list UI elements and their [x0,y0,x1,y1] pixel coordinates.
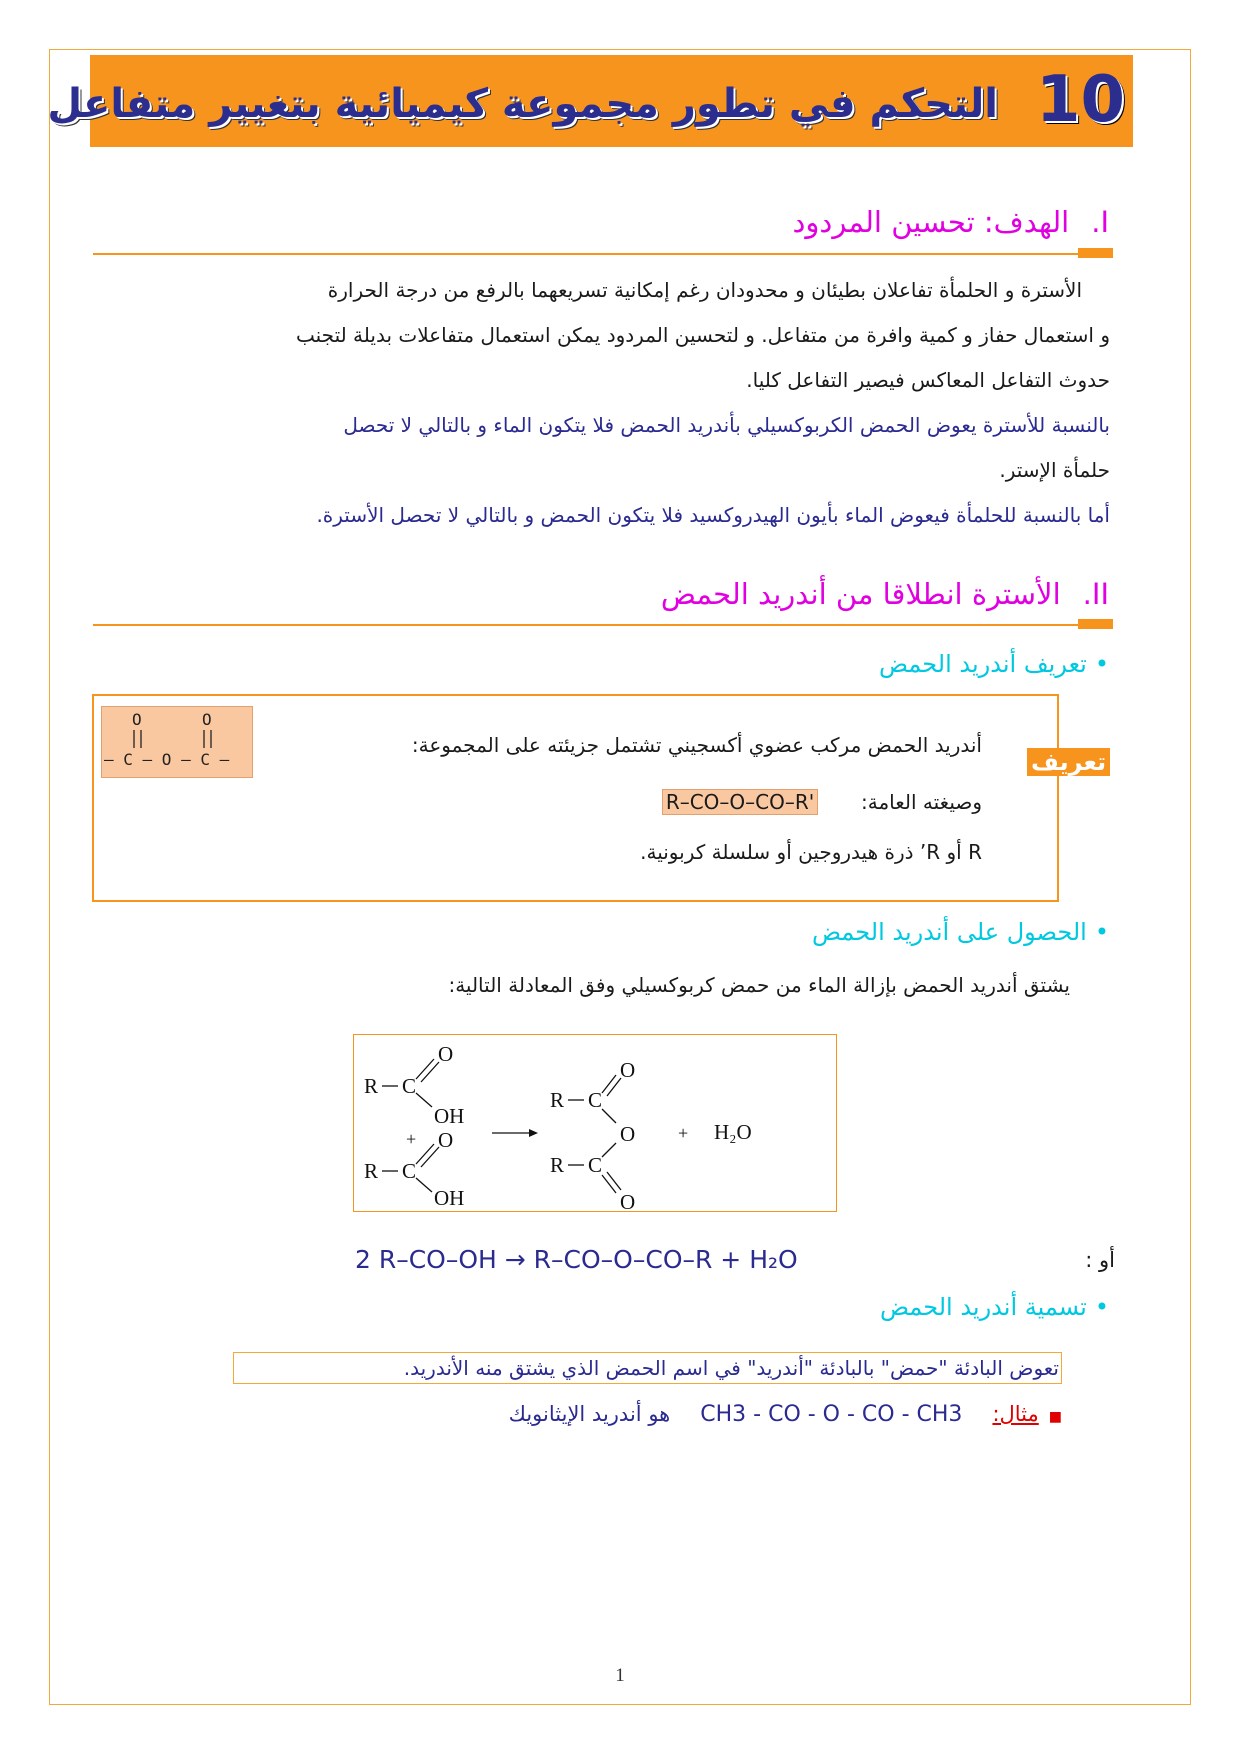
section-1-heading [792,205,1109,239]
section-1-rule [93,253,1093,255]
reaction-svg [354,1035,838,1213]
reaction-diagram [353,1034,837,1212]
example-label: مثال: [992,1402,1039,1426]
section-1-rule-tab [1078,248,1113,258]
section-1-line: أما بالنسبة للحلمأة فيعوض الماء بأيون الهيدروكسيد فلا يتكون الحمض و بالتالي لا تحصل الأسترة. [316,503,1110,527]
group-o-left: O [132,710,142,729]
example-line [509,1402,1062,1427]
acid1-oh: OH [434,1104,465,1128]
acid1-o: O [438,1042,454,1066]
anh-r1: R [550,1088,565,1112]
section-1-title: الهدف: تحسين المردود [792,205,1070,239]
group-bottom: – C – O – C – [104,750,230,769]
page-number: 1 [615,1665,625,1686]
section-1-numeral: I. [1091,205,1109,239]
section-1-line: حدوث التفاعل المعاكس فيصير التفاعل كليا. [746,368,1110,392]
bullet-dot-icon: • [1094,650,1109,678]
square-bullet-icon: ■ [1048,1409,1062,1425]
bullet-naming: •تسمية أندريد الحمض [879,1293,1109,1321]
acid1-c: C [402,1074,417,1098]
anh-c2: C [588,1153,603,1177]
definition-line-1: أندريد الحمض مركب عضوي أكسجيني تشتمل جزيئته على المجموعة: [411,733,982,757]
anh-o-bridge: O [620,1122,636,1146]
section-2-rule-tab [1078,619,1113,629]
chapter-number: 10 [1035,63,1125,137]
acid2-o: O [438,1128,454,1152]
group-o-right: O [202,710,212,729]
section-1-line: بالنسبة للأسترة يعوض الحمض الكربوكسيلي بأندريد الحمض فلا يتكون الماء و بالتالي لا تحصل [343,413,1110,437]
naming-rule: تعوض البادئة "حمض" بالبادئة "أندريد" في اسم الحمض الذي يشتق منه الأندريد. [233,1352,1062,1384]
page-title: التحكم في تطور مجموعة كيميائية بتغيير متفاعل [47,81,998,127]
section-2-heading [661,577,1109,611]
anhydride-equation: 2 R–CO–OH → R–CO–O–CO–R + H₂O [355,1245,798,1274]
or-label: أو : [1085,1248,1115,1272]
obtain-text: يشتق أندريد الحمض بإزالة الماء من حمض كربوكسيلي وفق المعادلة التالية: [448,973,1070,997]
section-1-line: حلمأة الإستر. [999,458,1110,482]
bullet-definition: •تعريف أندريد الحمض [879,650,1109,678]
section-2-numeral: II. [1082,577,1109,611]
bullet-dot-icon: • [1094,918,1109,946]
bullet-dot-icon: • [1094,1293,1109,1321]
definition-line-2: وصيغته العامة: R–CO–O–CO–R' [662,790,982,814]
example-formula: CH3 - CO - O - CO - CH3 [700,1402,963,1427]
acid2-oh: OH [434,1186,465,1210]
example-description: هو أندريد الإيثانويك [508,1402,671,1426]
title-bar [47,55,1133,147]
acid2-r: R [364,1159,379,1183]
general-formula: R–CO–O–CO–R' [662,789,818,815]
anh-c1: C [588,1088,603,1112]
acid1-r: R [364,1074,379,1098]
section-2-rule [93,624,1093,626]
anhydride-group-diagram [101,706,253,778]
section-1-line: الأسترة و الحلمأة تفاعلان بطيئان و محدودان رغم إمكانية تسريعهما بالرفع من درجة الحرارة [327,278,1082,302]
anh-r2: R [550,1153,565,1177]
plus-right: + [678,1123,689,1143]
anhydride-group-svg [102,707,252,777]
anh-o1: O [620,1058,636,1082]
water: H₂O [714,1120,752,1144]
definition-line-3: R أو R’ ذرة هيدروجين أو سلسلة كربونية. [640,840,982,864]
plus-left: + [406,1129,417,1149]
definition-tag: تعريف [1027,748,1110,776]
anh-o2: O [620,1190,636,1213]
bullet-obtain: •الحصول على أندريد الحمض [812,918,1109,946]
section-2-title: الأسترة انطلاقا من أندريد الحمض [660,577,1061,611]
section-1-line: و استعمال حفاز و كمية وافرة من متفاعل. و لتحسين المردود يمكن استعمال متفاعلات بديلة لتجنب [295,323,1110,347]
acid2-c: C [402,1159,417,1183]
